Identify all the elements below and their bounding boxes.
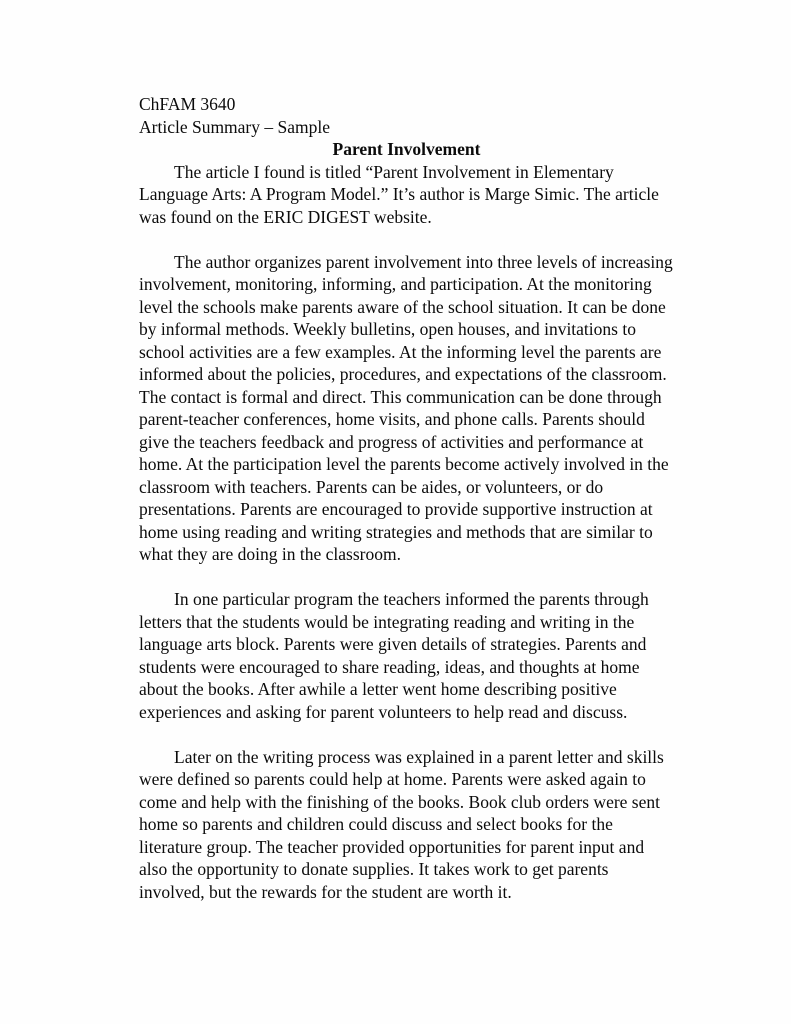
paragraph-article-intro: The article I found is titled “Parent Involvement in Elementary Language Arts: A Program Model.” It’s author is Marge Simic. The article was found on the ERIC DIGEST website. — [139, 161, 659, 227]
paragraph-three-levels: The author organizes parent involvement into three levels of increasing involvement, monitoring, informing, and participation. At the monitoring level the schools make parents aware of the school situation. It can be done by informal methods. Weekly bulletins, open houses, and invitations to school activities are a few examples. At the informing level the parents are informed about the policies, procedures, and expectations of the classroom. The contact is formal and direct. This communication can be done through parent-teacher conferences, home visits, and phone calls. Parents should give the teachers feedback and progress of activities and performance at home. At the participation level the parents become actively involved in the classroom with teachers. Parents can be aides, or volunteers, or do presentations. Parents are encouraged to provide supportive instruction at home using reading and writing strategies and methods that are similar to what they are doing in the classroom. — [139, 251, 673, 564]
document-subtitle: Article Summary – Sample — [139, 116, 331, 137]
paragraph-writing-process: Later on the writing process was explained in a parent letter and skills were defined so parents could help at home. Parents were asked again to come and help with the finishing of the books. Book club orders were sent home so parents and children could discuss and select books for the literature group. The teacher provided opportunities for parent input and also the opportunity to donate supplies. It takes work to get parents involved, but the rewards for the student are worth it. — [139, 746, 664, 902]
document-title: Parent Involvement — [332, 139, 481, 159]
document-content — [139, 93, 674, 903]
course-code: ChFAM 3640 — [139, 94, 236, 114]
paragraph-program-letters: In one particular program the teachers informed the parents through letters that the students would be integrating reading and writing in the language arts block. Parents were given details of strategies. Parents and students were encouraged to share reading, ideas, and thoughts at home about the books. After awhile a letter went home describing positive experiences and asking for parent volunteers to help read and discuss. — [139, 589, 649, 722]
